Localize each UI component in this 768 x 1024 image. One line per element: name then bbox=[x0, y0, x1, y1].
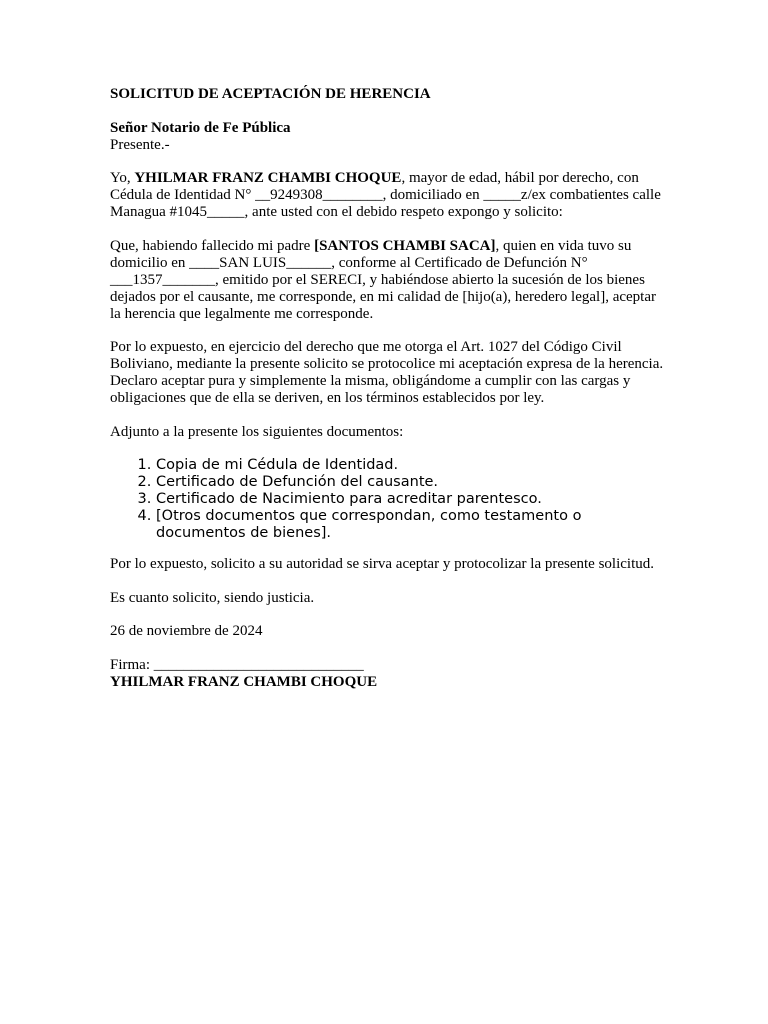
attachment-item: 2. Certificado de Defunción del causante. bbox=[156, 474, 665, 491]
intro-post: , mayor de edad, hábil por derecho, con Cédula de Identidad N° __9249308________, domiciliado en _____z/ex combatientes calle Managua #1045_____, ante usted con el debido respeto expongo y solicito: bbox=[110, 170, 661, 220]
document-body bbox=[110, 86, 665, 691]
attachments-list bbox=[110, 457, 665, 542]
attachment-item: 4. [Otros documentos que correspondan, como testamento o documentos de bienes]. bbox=[156, 508, 665, 542]
attachments-intro: Adjunto a la presente los siguientes documentos: bbox=[110, 423, 404, 440]
signature-line: Firma: ____________________________ bbox=[110, 656, 364, 673]
decedent-name: [SANTOS CHAMBI SACA] bbox=[314, 237, 496, 254]
applicant-name: YHILMAR FRANZ CHAMBI CHOQUE bbox=[134, 170, 402, 186]
attachment-item: 1. Copia de mi Cédula de Identidad. bbox=[156, 457, 665, 474]
signature-block bbox=[110, 657, 665, 691]
presente-line: Presente.- bbox=[110, 136, 170, 153]
intro-pre: Yo, bbox=[110, 170, 135, 186]
legal-basis-paragraph: Por lo expuesto, en ejercicio del derecho que me otorga el Art. 1027 del Código Civil Boliviano, mediante la presente solicito se protocolice mi aceptación expresa de la herencia. Declaro aceptar pura y simplemente la misma, obligándome a cumplir con las cargas y obligaciones que de ella se deriven, en los términos establecidos por ley. bbox=[110, 339, 664, 406]
closing-line: Es cuanto solicito, siendo justicia. bbox=[110, 589, 315, 606]
document-date: 26 de noviembre de 2024 bbox=[110, 623, 263, 639]
addressee-block bbox=[110, 120, 665, 154]
request-paragraph: Por lo expuesto, solicito a su autoridad se sirva aceptar y protocolizar la presente solicitud. bbox=[110, 556, 655, 572]
addressee-line: Señor Notario de Fe Pública bbox=[110, 119, 291, 136]
attachment-item: 3. Certificado de Nacimiento para acreditar parentesco. bbox=[156, 491, 665, 508]
document-title: SOLICITUD DE ACEPTACIÓN DE HERENCIA bbox=[110, 86, 431, 102]
decedent-post: , quien en vida tuvo su domicilio en ____SAN LUIS______, conforme al Certificado de Defunción N° ___1357_______, emitido por el SERECI, y habiéndose abierto la sucesión de los bienes dejados por el causante, me corresponde, en mi calidad de [hijo(a), heredero legal], aceptar la herencia que legalmente me corresponde. bbox=[110, 237, 656, 322]
intro-paragraph bbox=[110, 170, 665, 221]
decedent-paragraph bbox=[110, 238, 665, 323]
signer-name: YHILMAR FRANZ CHAMBI CHOQUE bbox=[110, 673, 378, 690]
decedent-pre: Que, habiendo fallecido mi padre bbox=[110, 237, 315, 254]
